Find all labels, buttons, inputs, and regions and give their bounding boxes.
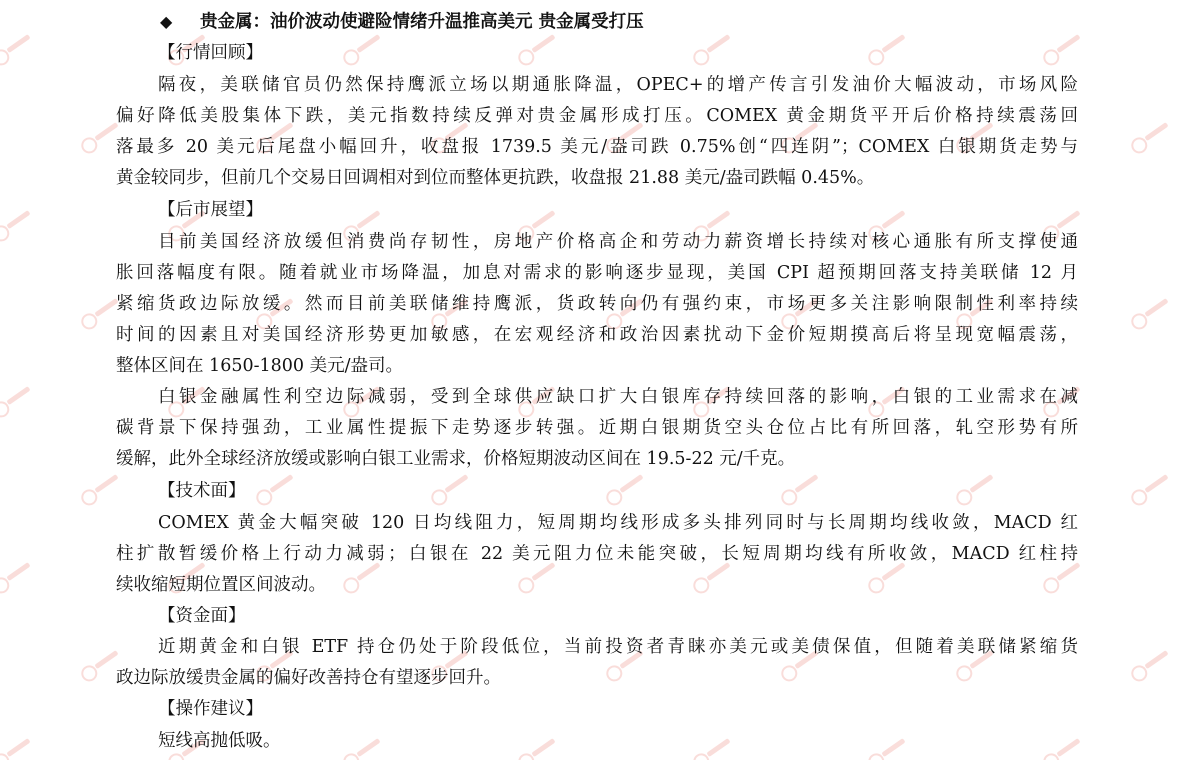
label-market-review: 【行情回顾】	[158, 43, 263, 63]
watermark-logo-icon	[1128, 116, 1175, 155]
watermark-logo-icon	[78, 468, 125, 507]
watermark-logo-icon	[0, 28, 36, 67]
funds-line-1: 近期黄金和白银 ETF 持仓仍处于阶段低位，当前投资者青睐亦美元或美债保值，但随着美联储紧缩货	[158, 637, 1078, 657]
technical-line-2: 柱扩散暂缓价格上行动力减弱；白银在 22 美元阻力位未能突破，长短周期均线有所收敛，MACD 红柱持	[116, 544, 1078, 564]
outlook-p2-line-1: 白银金融属性利空边际减弱，受到全球供应缺口扩大白银库存持续回落的影响，白银的工业需求在减	[158, 387, 1078, 407]
section-heading	[160, 8, 644, 36]
advice-line-1: 短线高抛低吸。	[158, 731, 281, 751]
watermark-logo-icon	[603, 468, 650, 507]
label-technical: 【技术面】	[158, 481, 246, 501]
watermark-logo-icon	[0, 204, 36, 243]
watermark-logo-icon	[0, 380, 36, 419]
market-review-line-4: 黄金较同步，但前几个交易日回调相对到位而整体更抗跌，收盘报 21.88 美元/盎司跌幅 0.45%。	[116, 168, 875, 188]
market-review-line-2: 偏好降低美股集体下跌，美元指数持续反弹对贵金属形成打压。COMEX 黄金期货平开后价格持续震荡回	[116, 106, 1078, 126]
heading-title: 贵金属：油价波动使避险情绪升温推高美元 贵金属受打压	[200, 12, 644, 32]
watermark-logo-icon	[0, 732, 36, 760]
technical-line-3: 续收缩短期位置区间波动。	[116, 575, 326, 595]
watermark-logo-icon	[428, 468, 475, 507]
market-review-line-3: 落最多 20 美元后尾盘小幅回升，收盘报 1739.5 美元/盎司跌 0.75%创“四连阴”；COMEX 白银期货走势与	[116, 137, 1078, 157]
watermark-logo-icon	[515, 732, 562, 760]
label-advice: 【操作建议】	[158, 699, 263, 719]
watermark-logo-icon	[690, 732, 737, 760]
funds-line-2: 政边际放缓贵金属的偏好改善持仓有望逐步回升。	[116, 668, 501, 688]
label-outlook: 【后市展望】	[158, 200, 263, 220]
technical-line-1: COMEX 黄金大幅突破 120 日均线阻力，短周期均线形成多头排列同时与长周期均线收敛，MACD 红	[158, 513, 1078, 533]
diamond-bullet-icon: ◆	[160, 12, 173, 31]
outlook-p1-line-5: 整体区间在 1650-1800 美元/盎司。	[116, 356, 404, 376]
watermark-logo-icon	[953, 468, 1000, 507]
outlook-p1-line-1: 目前美国经济放缓但消费尚存韧性，房地产价格高企和劳动力薪资增长持续对核心通胀有所支撑使通	[158, 232, 1078, 252]
watermark-logo-icon	[0, 556, 36, 595]
watermark-logo-icon	[253, 468, 300, 507]
outlook-p2-line-3: 缓解，此外全球经济放缓或影响白银工业需求，价格短期波动区间在 19.5-22 元/千克。	[116, 449, 796, 469]
outlook-p1-line-4: 时间的因素且对美国经济形势更加敏感，在宏观经济和政治因素扰动下金价短期摸高后将呈现宽幅震荡，	[116, 325, 1078, 345]
outlook-p1-line-3: 紧缩货政边际放缓。然而目前美联储维持鹰派，货政转向仍有强约束，市场更多关注影响限制性利率持续	[116, 294, 1078, 314]
watermark-logo-icon	[1128, 644, 1175, 683]
outlook-p2-line-2: 碳背景下保持强劲，工业属性提振下走势逐步转强。近期白银期货空头仓位占比有所回落，轧空形势有所	[116, 418, 1078, 438]
watermark-logo-icon	[1040, 732, 1087, 760]
watermark-logo-icon	[340, 732, 387, 760]
market-review-line-1: 隔夜，美联储官员仍然保持鹰派立场以期通胀降温，OPEC+的增产传言引发油价大幅波动，市场风险	[158, 75, 1078, 95]
outlook-p1-line-2: 胀回落幅度有限。随着就业市场降温，加息对需求的影响逐步显现，美国 CPI 超预期回落支持美联储 12 月	[116, 263, 1078, 283]
watermark-logo-icon	[1040, 28, 1087, 67]
watermark-logo-icon	[865, 732, 912, 760]
watermark-logo-icon	[690, 28, 737, 67]
watermark-logo-icon	[1128, 468, 1175, 507]
watermark-logo-icon	[1128, 292, 1175, 331]
watermark-logo-icon	[865, 28, 912, 67]
label-funds: 【资金面】	[158, 606, 246, 626]
watermark-logo-icon	[778, 468, 825, 507]
